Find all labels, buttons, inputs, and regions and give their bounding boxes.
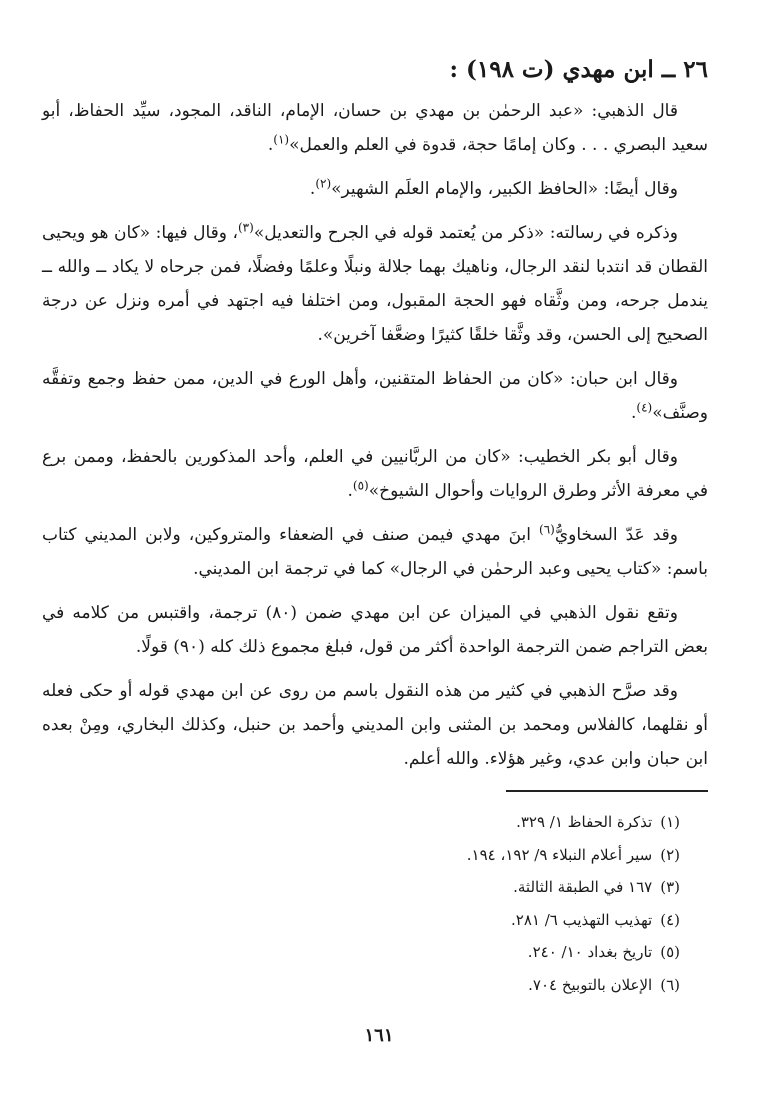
book-page — [42, 52, 708, 1062]
paragraph-text: وتقع نقول الذهبي في الميزان عن ابن مهدي ضمن (٨٠) ترجمة، واقتبس من كلامه في بعض التراجم ضمن الترجمة الواحدة أكثر من قول، فبلغ مجموع ذلك كله (٩٠) قولًا. — [42, 603, 708, 657]
paragraph-text: ابنَ مهدي فيمن صنف في الضعفاء والمتروكين، ولابن المديني كتاب باسم: «كتاب يحيى وعبد الرحمٰن في الرجال» كما في ترجمة ابن المديني. — [42, 525, 708, 579]
footnote — [42, 806, 708, 839]
paragraph — [42, 362, 708, 430]
paragraph-text: وقال أيضًا: «الحافظ الكبير، والإمام العلَم الشهير» — [331, 179, 678, 199]
footnote-number: (٥) — [660, 943, 680, 961]
footnote — [42, 969, 708, 1002]
paragraph-text: . — [309, 179, 316, 199]
footnote-text: الإعلان بالتوبيخ ٧٠٤. — [528, 975, 653, 994]
footnote-reference: (٤) — [636, 400, 653, 415]
entry-heading: ٢٦ ــ ابن مهدي (ت ١٩٨) : — [449, 56, 708, 83]
paragraph — [42, 172, 708, 206]
paragraph-text: ، وقال فيها: «كان هو ويحيى القطان قد انتدبا لنقد الرجال، وناهيك بهما جلالة ونبلًا وعلمًا وفضلًا، فمن جرحاه لا يكاد ــ والله ــ يندمل جرحه، ومن وثَّقاه فهو الحجة المقبول، ومن اختلفا فيه اجتهد في أمره ونزل عن درجة الصحيح إلى الحسن، وقد وثَّقا خلقًا كثيرًا وضعَّفا آخرين». — [42, 223, 708, 345]
footnotes-list — [42, 806, 708, 1001]
paragraph — [42, 440, 708, 508]
paragraph-text: . — [347, 481, 353, 501]
footnote-number: (٣) — [660, 878, 680, 896]
paragraph — [42, 596, 708, 664]
paragraph-text: وقد صرَّح الذهبي في كثير من هذه النقول باسم من روى عن ابن مهدي قوله أو حكى فعله أو نقلهما، كالفلاس ومحمد بن المثنى وابن المديني وأحمد بن حنبل، وكذلك البخاري، ومِنْ بعده ابن حبان وابن عدي، وغير هؤلاء. والله أعلم. — [42, 681, 708, 769]
footnote-reference: (٣) — [237, 220, 254, 235]
footnote-reference: (٥) — [352, 478, 369, 493]
paragraph-text: وقال أبو بكر الخطيب: «كان من الربَّانيين في العلم، وأحد المذكورين بالحفظ، وممن برع في معرفة الأثر وطرق الروايات وأحوال الشيوخ» — [42, 447, 708, 501]
footnote-number: (٦) — [660, 975, 680, 994]
paragraph — [42, 216, 708, 352]
body-text — [42, 94, 708, 776]
footnote-text: تاريخ بغداد ١٠/ ٢٤٠. — [527, 943, 653, 961]
footnote-text: ١٦٧ في الطبقة الثالثة. — [513, 878, 653, 896]
paragraph-text: قال الذهبي: «عبد الرحمٰن بن مهدي بن حسان، الإمام، الناقد، المجود، سيِّد الحفاظ، أبو سعيد البصري . . . وكان إمامًا حجة، قدوة في العلم والعمل» — [42, 101, 708, 155]
footnote-text: سير أعلام النبلاء ٩/ ١٩٢، ١٩٤. — [466, 845, 653, 864]
footnote-number: (٤) — [660, 910, 680, 929]
footnote-number: (٢) — [660, 845, 680, 864]
paragraph — [42, 94, 708, 162]
footnote-number: (١) — [660, 813, 680, 831]
paragraph-text: . — [267, 135, 274, 155]
paragraph — [42, 518, 708, 586]
paragraph — [42, 674, 708, 776]
footnote-text: تهذيب التهذيب ٦/ ٢٨١. — [511, 910, 653, 929]
paragraph-text: . — [630, 403, 637, 423]
footnote — [42, 871, 708, 904]
footnote — [42, 904, 708, 937]
footnote — [42, 936, 708, 969]
paragraph-text: وذكره في رسالته: «ذكر من يُعتمد قوله في الجرح والتعديل» — [253, 223, 678, 243]
footnote-reference: (١) — [273, 132, 290, 147]
footnote-divider — [506, 790, 708, 792]
footnote — [42, 839, 708, 872]
paragraph-text: وقال ابن حبان: «كان من الحفاظ المتقنين، وأهل الورع في الدين، ممن حفظ وجمع وتفقَّه وصنَّف» — [42, 369, 708, 423]
page-number: ١٦١ — [364, 1025, 394, 1046]
footnote-reference: (٢) — [315, 176, 332, 191]
paragraph-text: وقد عَدّ السخاويُّ — [554, 525, 678, 545]
footnote-reference: (٦) — [539, 522, 555, 537]
footnote-text: تذكرة الحفاظ ١/ ٣٢٩. — [516, 813, 653, 831]
